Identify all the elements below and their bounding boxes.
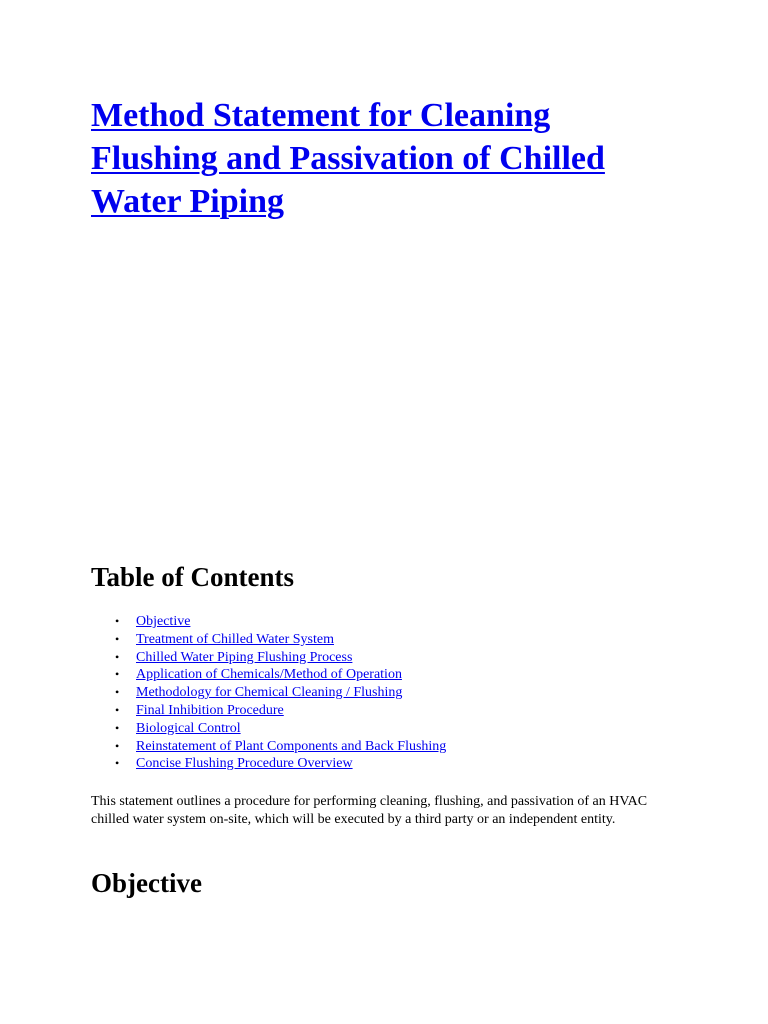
title-line-2: Flushing and Passivation of Chilled [91,140,605,177]
bullet-icon: • [115,756,120,771]
title-link[interactable] [91,94,691,223]
toc-item [91,613,446,631]
intro-paragraph: This statement outlines a procedure for performing cleaning, flushing, and passivation of an HVAC chilled water system on-site, which will be executed by a third party or an independent entity. [91,794,648,827]
bullet-icon: • [115,685,120,700]
toc-link-biological-control[interactable]: Biological Control [136,720,241,736]
toc-item [91,755,446,773]
toc-item [91,684,446,702]
bullet-icon: • [115,631,120,646]
bullet-icon: • [115,649,120,664]
toc-link-objective[interactable]: Objective [136,614,191,629]
toc-item [91,649,446,667]
toc-link-treatment[interactable]: Treatment of Chilled Water System [136,631,334,647]
toc-item [91,738,446,756]
bullet-icon: • [115,738,120,753]
bullet-icon: • [115,667,120,682]
title-line-3: Water Piping [91,183,284,220]
bullet-icon: • [115,702,120,717]
toc-list [91,613,446,773]
toc-link-concise-overview[interactable]: Concise Flushing Procedure Overview [136,756,353,772]
toc-item [91,720,446,738]
title-line-1: Method Statement for Cleaning [91,97,551,134]
toc-link-flushing-process[interactable]: Chilled Water Piping Flushing Process [136,649,353,665]
toc-item [91,666,446,684]
toc-item [91,631,446,649]
toc-link-final-inhibition[interactable]: Final Inhibition Procedure [136,702,284,718]
bullet-icon: • [115,720,120,735]
toc-link-application-chemicals[interactable]: Application of Chemicals/Method of Operation [136,667,402,683]
page-title [91,94,691,223]
toc-item [91,702,446,720]
toc-link-reinstatement[interactable]: Reinstatement of Plant Components and Back Flushing [136,738,447,754]
section-heading-objective: Objective [91,868,202,898]
bullet-icon: • [115,614,120,628]
toc-link-methodology[interactable]: Methodology for Chemical Cleaning / Flushing [136,685,403,701]
toc-heading: Table of Contents [91,562,295,592]
